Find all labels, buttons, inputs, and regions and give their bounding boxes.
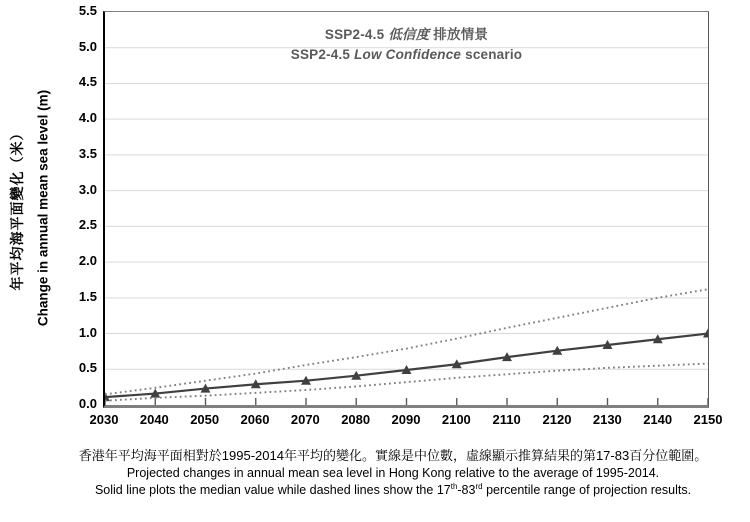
title1-italic: 低信度 [388,27,430,42]
chart-title [105,25,708,65]
y-tick-label: 1.0 [78,324,97,340]
x-tick-label: 2110 [492,412,521,427]
y-tick-label: 3.5 [78,145,97,161]
percentile-83rd-line [105,289,708,394]
caption3-sup-rd: rd [475,481,483,491]
caption-chinese: 香港年平均海平面相對於1995-2014年平均的變化。實線是中位數，虛線顯示推算結果的第17-83百分位範圍。 [78,448,708,463]
y-tick-label: 2.0 [78,253,97,269]
y-tick-label: 0.0 [78,396,97,411]
x-tick-label: 2030 [89,412,119,427]
y-tick-label: 4.0 [78,110,97,126]
caption-english-1: Projected changes in annual mean sea level in Hong Kong relative to the average of 1995-2014. [126,466,660,480]
title2-suffix: scenario [461,47,523,62]
y-tick-label: 1.5 [78,288,97,304]
caption3-part2: -83 [457,482,476,497]
x-tick-label: 2080 [341,412,371,427]
x-tick-label: 2060 [240,412,270,427]
y-tick-label: 4.5 [78,74,97,90]
caption3-sup-th: th [450,481,458,491]
x-tick-label: 2150 [693,412,723,427]
title2-prefix: SSP2-4.5 [290,47,355,62]
x-tick-label: 2140 [643,412,673,427]
y-axis-title-en: Change in annual mean sea level (m) [35,89,51,327]
caption-english-2 [42,482,744,499]
y-tick-label: 3.0 [78,181,97,197]
x-tick-label: 2130 [592,412,622,427]
chart-canvas [105,12,708,405]
title1-prefix: SSP2-4.5 [324,27,389,42]
x-tick-label: 2040 [139,412,169,427]
chart-title-line2 [105,45,708,65]
chart-title-line1 [105,25,708,45]
y-tick-label: 5.5 [78,3,97,18]
y-tick-label: 2.5 [78,217,97,233]
caption3-part1: Solid line plots the median value while dashed lines show the 17 [94,482,451,497]
x-tick-label: 2100 [441,412,471,427]
caption [42,447,744,498]
y-axis-title-zh: 年平均海平面變化（米） [9,125,25,291]
title2-italic: Low Confidence [354,47,462,62]
plot-area [103,11,709,408]
x-tick-label: 2120 [542,412,572,427]
caption3-part3: percentile range of projection results. [482,482,692,497]
x-tick-label: 2090 [391,412,421,427]
x-tick-label: 2070 [290,412,320,427]
x-tick-label: 2050 [190,412,220,427]
y-tick-label: 0.5 [78,360,97,376]
y-tick-label: 5.0 [78,38,97,54]
title1-suffix: 排放情景 [429,27,489,42]
